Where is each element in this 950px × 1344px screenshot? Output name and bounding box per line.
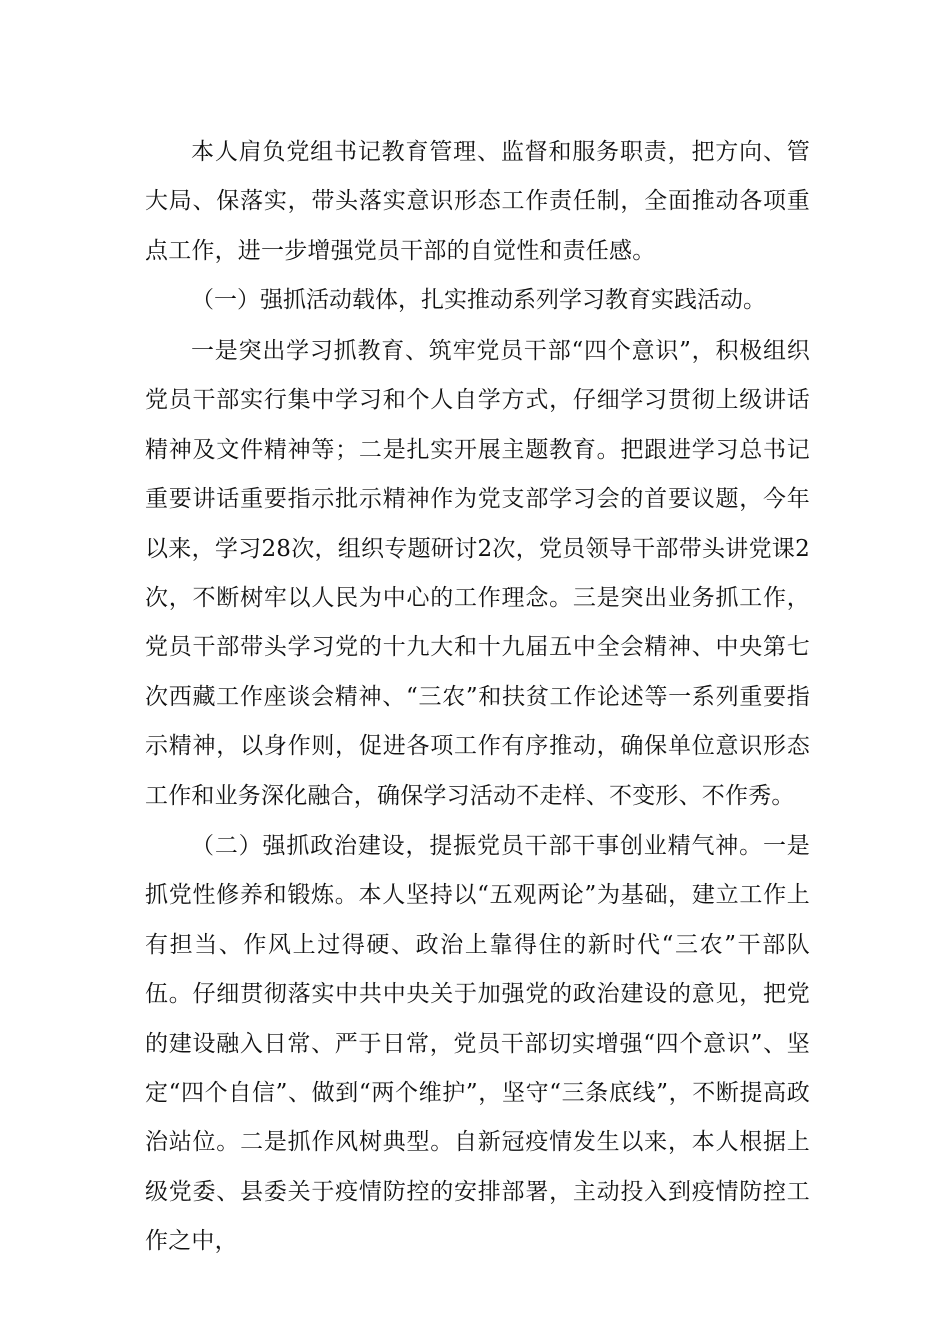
intro-paragraph: 本人肩负党组书记教育管理、监督和服务职责，把方向、管大局、保落实，带头落实意识形态工作责任制，全面推动各项重点工作，进一步增强党员干部的自觉性和责任感。	[145, 139, 810, 264]
section-heading-one: （一）强抓活动载体，扎实推动系列学习教育实践活动。	[191, 287, 766, 313]
section-two-paragraph: （二）强抓政治建设，提振党员干部干事创业精气神。一是抓党性修养和锻炼。本人坚持以“五观两论”为基础，建立工作上有担当、作风上过得硬、政治上靠得住的新时代“三农”干部队伍。仔细贯彻落实中共中央关于加强党的政治建设的意见，把党的建设融入日常、严于日常，党员干部切实增强“四个意识”、坚定“四个自信”、做到“两个维护”，坚守“三条底线”，不断提高政治站位。二是抓作风树典型。自新冠疫情发生以来，本人根据上级党委、县委关于疫情防控的安排部署，主动投入到疫情防控工作之中，	[145, 833, 810, 1255]
section-one-paragraph: 一是突出学习抓教育、筑牢党员干部“四个意识”，积极组织党员干部实行集中学习和个人自学方式，仔细学习贯彻上级讲话精神及文件精神等；二是扎实开展主题教育。把跟进学习总书记重要讲话重要指示批示精神作为党支部学习会的首要议题，今年以来，学习28次，组织专题研讨2次，党员领导干部带头讲党课2次，不断树牢以人民为中心的工作理念。三是突出业务抓工作，党员干部带头学习党的十九大和十九届五中全会精神、中央第七次西藏工作座谈会精神、“三农”和扶贫工作论述等一系列重要指示精神，以身作则，促进各项工作有序推动，确保单位意识形态工作和业务深化融合，确保学习活动不走样、不变形、不作秀。	[145, 338, 810, 809]
